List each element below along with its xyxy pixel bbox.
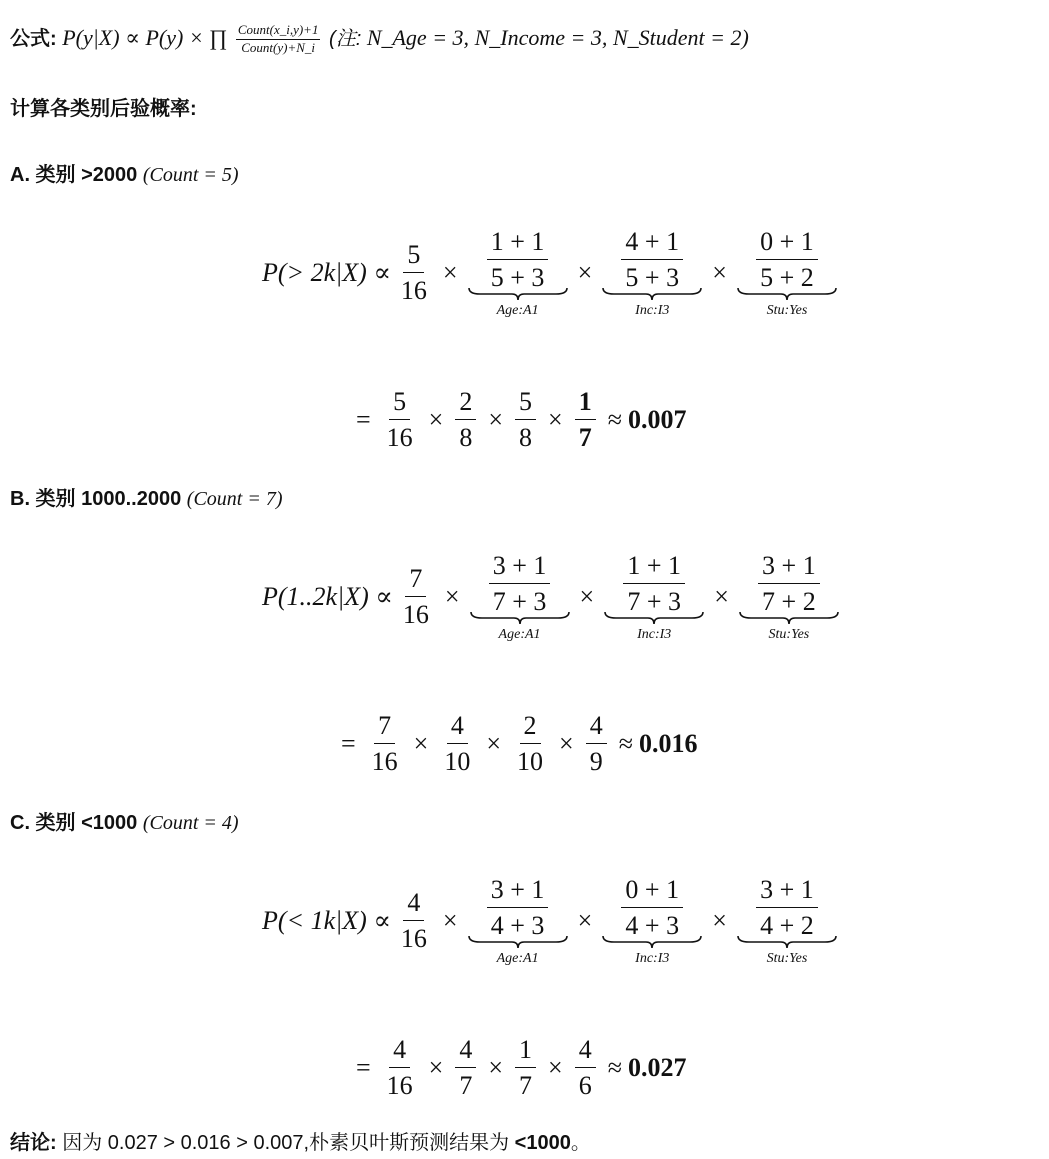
formula-label: 公式 (10, 28, 50, 50)
simplified-numerator: 4 (447, 710, 468, 744)
times-operator: × (442, 905, 458, 935)
braced-term (470, 550, 570, 643)
simplified-fraction (575, 386, 596, 453)
braced-term (468, 874, 568, 967)
simplified-fraction (513, 710, 547, 777)
term-fraction (621, 226, 683, 293)
braced-term (739, 550, 839, 643)
class-equation-expanded (262, 226, 841, 319)
brace-label: Stu:Yes (768, 627, 810, 643)
equals-sign: = (356, 404, 371, 434)
times-operator: × (413, 728, 429, 758)
brace-label: Stu:Yes (766, 951, 808, 967)
class-lhs: P(> 2k|X) ∝ (262, 257, 391, 287)
term-fraction (756, 226, 818, 293)
times-operator: × (577, 905, 593, 935)
simplified-denominator: 9 (589, 747, 603, 777)
underbrace-icon (739, 611, 839, 625)
times-operator: × (712, 257, 727, 287)
term-denominator: 7 + 2 (762, 587, 816, 617)
underbrace-icon (737, 935, 837, 949)
times-operator: × (428, 404, 444, 434)
brace-label: Age:A1 (498, 627, 541, 643)
term-denominator: 5 + 3 (490, 263, 545, 293)
times-operator: × (579, 581, 595, 611)
prior-numerator: 5 (403, 239, 424, 273)
term-numerator: 3 + 1 (758, 550, 820, 584)
approx-sign: ≈ (607, 404, 622, 434)
term-fraction (758, 550, 820, 617)
formula-note-n-age: N_Age = 3, (366, 25, 470, 50)
prior-numerator: 7 (405, 563, 426, 597)
brace-label: Age:A1 (496, 951, 539, 967)
braced-term (737, 226, 837, 319)
term-fraction (756, 874, 818, 941)
times-operator: × (428, 1052, 444, 1082)
brace-label: Inc:I3 (637, 627, 672, 643)
simplified-fraction (575, 1034, 596, 1101)
term-fraction (623, 550, 685, 617)
conclusion-line: 结论: 因为 0.027 > 0.016 > 0.007,朴素贝叶斯预测结果为 <1000。 (10, 1132, 591, 1154)
simplified-numerator: 2 (520, 710, 541, 744)
conclusion-answer: <1000 (514, 1132, 571, 1154)
formula-fraction-den: Count(y)+N_i (241, 40, 316, 56)
simplified-fraction (455, 1034, 476, 1101)
class-equation-expanded (262, 550, 843, 643)
term-fraction (487, 874, 549, 941)
brace-label: Inc:I3 (635, 951, 670, 967)
times-operator: × (444, 581, 460, 611)
formula-lhs: P(y|X) ∝ P(y) × ∏ (62, 25, 228, 50)
simplified-denominator: 7 (519, 1071, 533, 1101)
simplified-denominator: 7 (578, 423, 592, 453)
times-operator: × (488, 404, 504, 434)
times-operator: × (488, 1052, 504, 1082)
formula-fraction-num: Count(x_i,y)+1 (236, 23, 321, 40)
times-operator: × (577, 257, 593, 287)
class-count: (Count = 4) (142, 812, 239, 834)
underbrace-icon (470, 611, 570, 625)
simplified-denominator: 6 (578, 1071, 592, 1101)
term-denominator: 5 + 2 (760, 263, 814, 293)
term-numerator: 0 + 1 (756, 226, 818, 260)
class-result: 0.027 (627, 1052, 687, 1082)
simplified-fraction (368, 710, 402, 777)
conclusion-text: 因为 0.027 > 0.016 > 0.007,朴素贝叶斯预测结果为 (62, 1132, 510, 1154)
class-heading (10, 158, 239, 187)
times-operator: × (714, 581, 729, 611)
simplified-numerator: 2 (455, 386, 476, 420)
class-result: 0.007 (627, 404, 687, 434)
times-operator: × (442, 257, 458, 287)
times-operator: × (548, 404, 563, 434)
simplified-numerator: 4 (389, 1034, 410, 1068)
underbrace-icon (602, 287, 702, 301)
term-numerator: 0 + 1 (621, 874, 683, 908)
term-fraction (621, 874, 683, 941)
simplified-denominator: 16 (386, 423, 413, 453)
term-denominator: 5 + 3 (625, 263, 680, 293)
simplified-fraction (383, 1034, 417, 1101)
term-fraction (489, 550, 551, 617)
class-heading (10, 806, 239, 835)
prior-denominator: 16 (400, 276, 427, 306)
simplified-numerator: 5 (389, 386, 410, 420)
conclusion-label: 结论 (10, 1132, 50, 1154)
formula-fraction (236, 23, 321, 56)
simplified-denominator: 7 (459, 1071, 473, 1101)
simplified-fraction (586, 710, 607, 777)
section-heading: 计算各类别后验概率: (10, 98, 197, 120)
simplified-fraction (455, 386, 476, 453)
simplified-denominator: 10 (444, 747, 471, 777)
term-denominator: 4 + 2 (760, 911, 814, 941)
simplified-denominator: 16 (386, 1071, 413, 1101)
simplified-numerator: 1 (575, 386, 596, 420)
formula-line: 公式: P(y|X) ∝ P(y) × ∏ $\frac{\text{Count(x\_i,y)+1}}{\text{Count(y)+N\_i}}$ (注: N_Age = 3, N_Income = 3, N_Student = 2) (10, 22, 749, 56)
braced-term (602, 226, 702, 319)
simplified-denominator: 16 (371, 747, 398, 777)
term-fraction (487, 226, 549, 293)
equals-sign: = (341, 728, 356, 758)
underbrace-icon (737, 287, 837, 301)
simplified-numerator: 4 (575, 1034, 596, 1068)
simplified-numerator: 1 (515, 1034, 536, 1068)
conclusion-end: 。 (570, 1132, 591, 1154)
prior-fraction (399, 563, 433, 630)
class-heading-prefix: A. 类别 >2000 (10, 164, 138, 186)
class-result: 0.016 (638, 728, 698, 758)
simplified-numerator: 4 (455, 1034, 476, 1068)
class-heading (10, 482, 283, 511)
underbrace-icon (468, 935, 568, 949)
class-equation-simplified (350, 386, 686, 453)
approx-sign: ≈ (618, 728, 633, 758)
formula-note-n-income: N_Income = 3, (474, 25, 608, 50)
simplified-numerator: 4 (586, 710, 607, 744)
braced-term (604, 550, 704, 643)
class-lhs: P(1..2k|X) ∝ (262, 581, 393, 611)
class-count: (Count = 5) (142, 164, 239, 186)
term-numerator: 3 + 1 (489, 550, 551, 584)
times-operator: × (559, 728, 574, 758)
prior-fraction (397, 887, 431, 954)
braced-term (737, 874, 837, 967)
approx-sign: ≈ (607, 1052, 622, 1082)
brace-label: Inc:I3 (635, 303, 670, 319)
simplified-denominator: 10 (517, 747, 544, 777)
times-operator: × (548, 1052, 563, 1082)
class-equation-simplified (335, 710, 697, 777)
braced-term (468, 226, 568, 319)
prior-numerator: 4 (403, 887, 424, 921)
term-numerator: 3 + 1 (756, 874, 818, 908)
simplified-denominator: 8 (519, 423, 533, 453)
simplified-fraction (440, 710, 474, 777)
simplified-denominator: 8 (459, 423, 473, 453)
equals-sign: = (356, 1052, 371, 1082)
term-denominator: 4 + 3 (490, 911, 545, 941)
term-numerator: 4 + 1 (621, 226, 683, 260)
term-numerator: 1 + 1 (623, 550, 685, 584)
times-operator: × (486, 728, 502, 758)
term-numerator: 3 + 1 (487, 874, 549, 908)
underbrace-icon (468, 287, 568, 301)
class-count: (Count = 7) (186, 488, 283, 510)
simplified-numerator: 7 (374, 710, 395, 744)
simplified-numerator: 5 (515, 386, 536, 420)
simplified-fraction (515, 386, 536, 453)
formula-note-n-student: N_Student = 2) (612, 25, 749, 50)
braced-term (602, 874, 702, 967)
times-operator: × (712, 905, 727, 935)
class-equation-simplified (350, 1034, 686, 1101)
prior-fraction (397, 239, 431, 306)
underbrace-icon (604, 611, 704, 625)
term-denominator: 7 + 3 (627, 587, 682, 617)
formula-note-prefix: (注: (329, 28, 362, 50)
brace-label: Stu:Yes (766, 303, 808, 319)
brace-label: Age:A1 (496, 303, 539, 319)
prior-denominator: 16 (402, 600, 429, 630)
class-lhs: P(< 1k|X) ∝ (262, 905, 391, 935)
prior-denominator: 16 (400, 924, 427, 954)
class-heading-prefix: C. 类别 <1000 (10, 812, 138, 834)
term-denominator: 7 + 3 (492, 587, 547, 617)
simplified-fraction (383, 386, 417, 453)
underbrace-icon (602, 935, 702, 949)
simplified-fraction (515, 1034, 536, 1101)
class-heading-prefix: B. 类别 1000..2000 (10, 488, 182, 510)
term-numerator: 1 + 1 (487, 226, 549, 260)
class-equation-expanded (262, 874, 841, 967)
term-denominator: 4 + 3 (625, 911, 680, 941)
